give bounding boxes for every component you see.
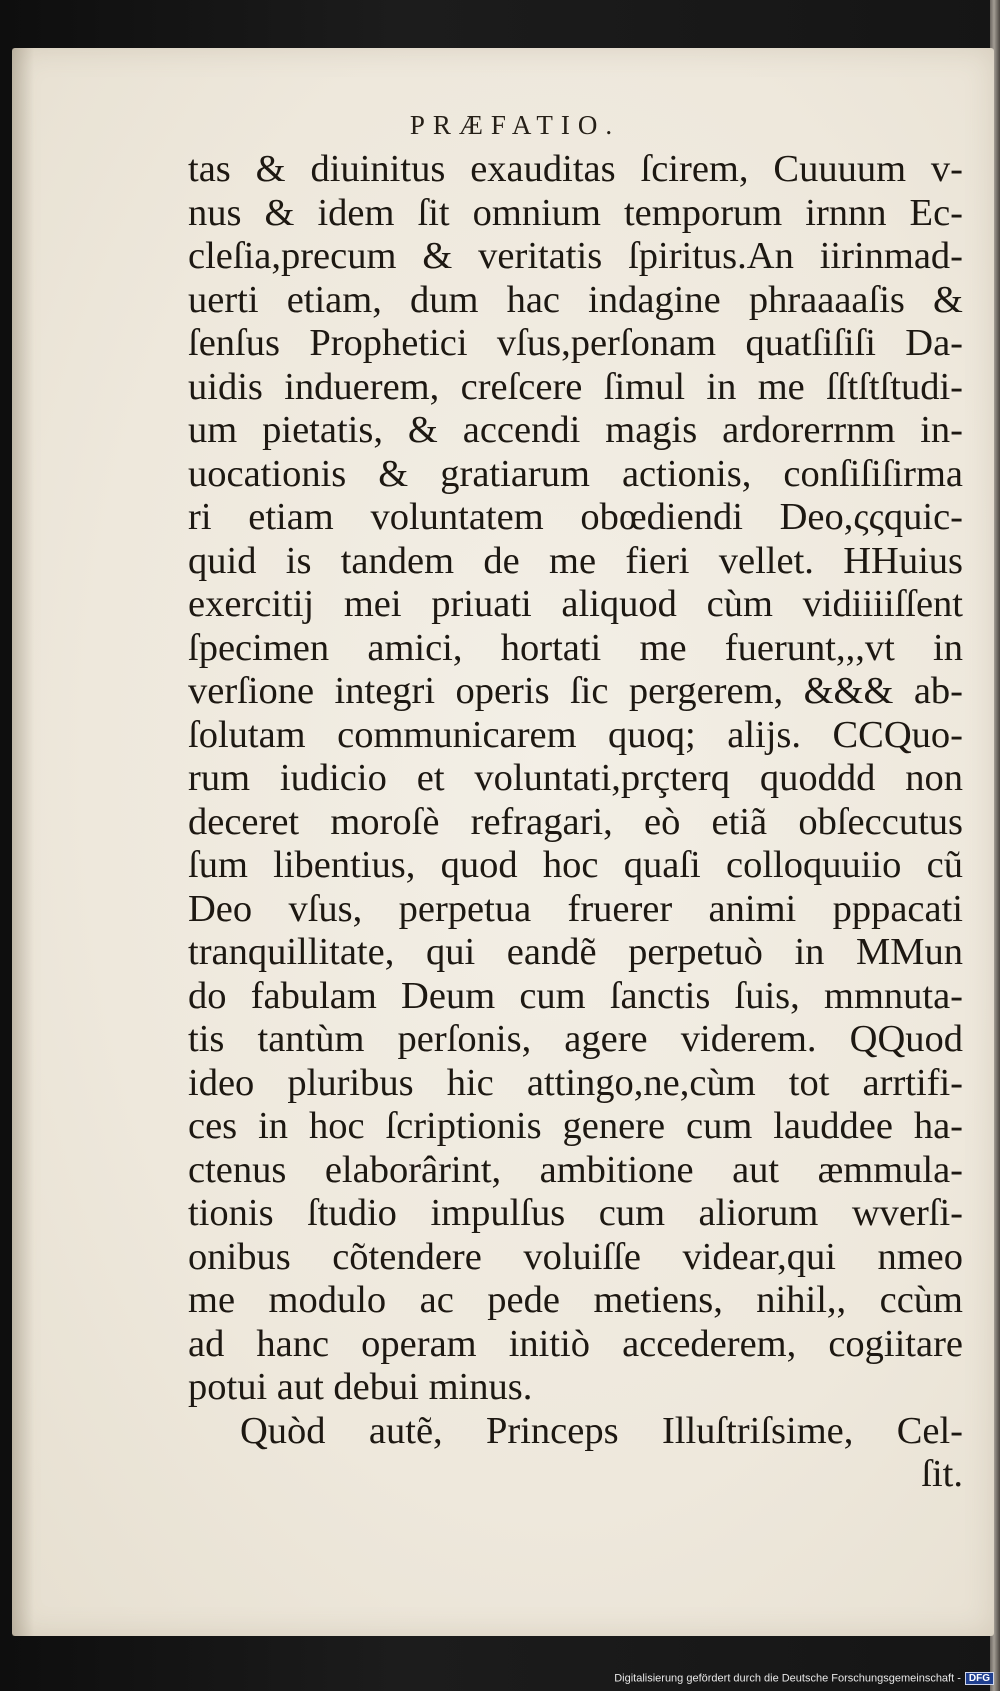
text-line: me modulo ac pede metiens, nihil,, ccùm [188, 1279, 963, 1321]
running-head: PRÆFATIO. [409, 110, 621, 140]
text-line: tis tantùm perſonis, agere viderem. QQuod [188, 1018, 963, 1060]
text-line: ri etiam voluntatem obœdiendi Deo,ςςquic- [188, 496, 963, 538]
text-line: ideo pluribus hic attingo,ne,cùm tot arrtifi- [188, 1061, 963, 1104]
catchword: ſit. [921, 1453, 963, 1495]
text-line: um pietatis, & accendi magis ardorerrnm in- [188, 409, 963, 451]
text-block [188, 148, 963, 1497]
text-line: uerti etiam, dum hac indagine phraaaaſis & [188, 278, 963, 321]
text-line: ſolutam communicarem quoq; alijs. CCQuo- [188, 713, 963, 756]
text-line: cleſia,precum & veritatis ſpiritus.An iirinmad- [188, 235, 963, 277]
text-line: tranquillitate, qui eandẽ perpetuò in MMun [188, 931, 963, 973]
text-line: deceret moroſè refragari, eò etiã obſeccutus [188, 800, 963, 843]
text-line: Deo vſus, perpetua fruerer animi pppacati [188, 887, 963, 930]
text-line: nus & idem ſit omnium temporum irnnn Ec- [188, 191, 963, 234]
text-line: ad hanc operam initiò accederem, cogiitare [188, 1322, 963, 1365]
text-line: rum iudicio et voluntati,prçterq quoddd non [188, 757, 963, 799]
text-line: Quòd autẽ, Princeps Illuſtriſsime, Cel- [240, 1409, 963, 1452]
text-line: verſione integri operis ſic pergerem, &&& ab- [188, 670, 963, 712]
text-line: ces in hoc ſcriptionis genere cum lauddee ha- [188, 1105, 963, 1147]
text-line: onibus cõtendere voluiſſe videar,qui nmeo [188, 1235, 963, 1278]
text-line: quid is tandem de me fieri vellet. HHuius [188, 539, 963, 582]
dfg-logo: DFG [965, 1672, 994, 1685]
text-line: exercitij mei priuati aliquod cùm vidiiiiſſent [188, 583, 963, 625]
text-line: uidis induerem, creſcere ſimul in me ſſtſtſtudi- [188, 365, 963, 408]
text-line: uocationis & gratiarum actionis, conſiſiſirma [188, 452, 963, 495]
text-line: ſum libentius, quod hoc quaſi colloquuiio cũ [188, 844, 963, 886]
text-line: tionis ſtudio impulſus cum aliorum wverſi- [188, 1192, 963, 1234]
digitization-credit [614, 1672, 994, 1685]
text-line: do fabulam Deum cum ſanctis ſuis, mmnuta- [188, 974, 963, 1017]
text-line: ſpecimen amici, hortati me fuerunt,,,vt in [188, 626, 963, 669]
text-line: ſenſus Prophetici vſus,perſonam quatſiſiſi Da- [188, 322, 963, 364]
text-line: ctenus elaborârint, ambitione aut æmmula- [188, 1148, 963, 1191]
credit-text: Digitalisierung gefördert durch die Deutsche Forschungsgemeinschaft - [614, 1672, 961, 1685]
text-line: tas & diuinitus exauditas ſcirem, Cuuuum v- [188, 148, 963, 190]
text-line: potui aut debui minus. [188, 1366, 533, 1408]
